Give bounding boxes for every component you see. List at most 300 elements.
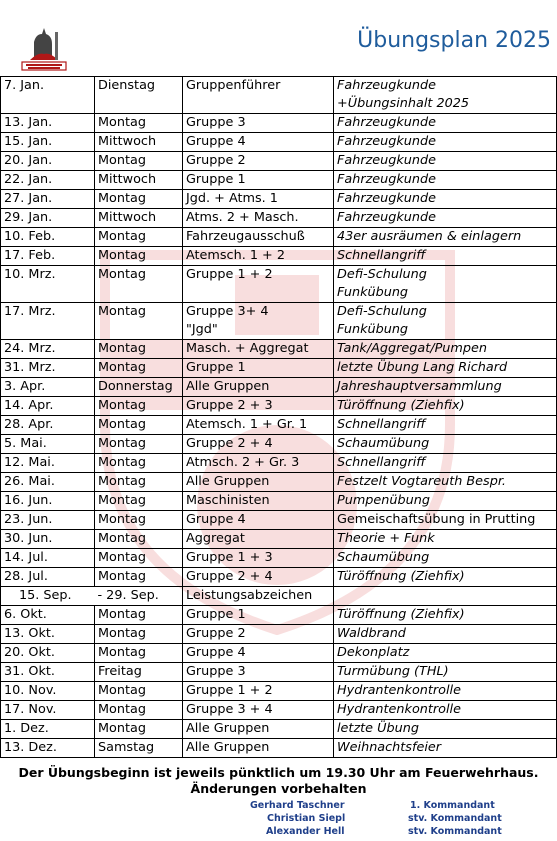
topic-cell <box>334 114 557 133</box>
date-cell-text: 20. Okt. <box>4 645 55 660</box>
signature-name-3: Alexander Hell <box>266 826 345 837</box>
schedule-row <box>1 549 557 568</box>
day-cell-text: Freitag <box>98 664 142 679</box>
topic-cell <box>334 171 557 190</box>
date-cell-text: 30. Jun. <box>4 531 53 546</box>
day-cell <box>95 133 183 152</box>
day-cell-text: Dienstag <box>98 78 156 93</box>
topic-cell-text: Funkübung <box>337 285 409 300</box>
date-cell <box>1 228 95 247</box>
day-cell <box>95 587 183 606</box>
day-cell <box>95 492 183 511</box>
schedule-row <box>1 228 557 247</box>
topic-cell <box>334 190 557 209</box>
group-cell <box>183 397 334 416</box>
day-cell-text: Montag <box>98 153 146 168</box>
day-cell <box>95 416 183 435</box>
date-cell-text: 16. Jun. <box>4 493 53 508</box>
topic-cell-text: Defi-Schulung <box>337 304 427 319</box>
group-cell-text: Gruppe 1 + 2 <box>186 267 273 282</box>
date-cell <box>1 152 95 171</box>
date-cell <box>1 190 95 209</box>
topic-cell <box>334 682 557 701</box>
schedule-row <box>1 682 557 701</box>
topic-cell-text: Festzelt Vogtareuth Bespr. <box>337 474 507 489</box>
group-cell-text: Leistungsabzeichen <box>186 588 313 603</box>
schedule-row <box>1 568 557 587</box>
topic-cell <box>334 644 557 663</box>
day-cell-text: Samstag <box>98 740 155 755</box>
day-cell-text: Montag <box>98 607 146 622</box>
group-cell <box>183 606 334 625</box>
topic-cell <box>334 416 557 435</box>
day-cell <box>95 340 183 359</box>
topic-cell-text: Jahreshauptversammlung <box>337 379 502 394</box>
group-cell-text: "Jgd" <box>186 322 218 337</box>
group-cell-text: Maschinisten <box>186 493 270 508</box>
day-cell-text: - 29. Sep. <box>97 588 159 603</box>
date-cell <box>1 133 95 152</box>
date-cell-text: 24. Mrz. <box>4 341 56 356</box>
group-cell-text: Atmsch. 2 + Gr. 3 <box>186 455 300 470</box>
group-cell <box>183 77 334 114</box>
topic-cell-text: +Übungsinhalt 2025 <box>337 96 470 111</box>
date-cell <box>1 340 95 359</box>
topic-cell <box>334 303 557 340</box>
date-cell-text: 17. Feb. <box>4 248 56 263</box>
group-cell-text: Gruppe 2 + 3 <box>186 398 273 413</box>
group-cell-text: Gruppe 3+ 4 <box>186 304 269 319</box>
group-cell-text: Gruppe 2 + 4 <box>186 436 273 451</box>
group-cell-text: Aggregat <box>186 531 245 546</box>
schedule-row <box>1 378 557 397</box>
day-cell <box>95 701 183 720</box>
date-cell-text: 5. Mai. <box>4 436 47 451</box>
date-cell <box>1 682 95 701</box>
day-cell <box>95 530 183 549</box>
group-cell-text: Gruppe 1 + 2 <box>186 683 273 698</box>
group-cell <box>183 435 334 454</box>
group-cell <box>183 171 334 190</box>
day-cell-text: Montag <box>98 721 146 736</box>
day-cell <box>95 247 183 266</box>
date-cell-text: 7. Jan. <box>4 78 45 93</box>
day-cell <box>95 359 183 378</box>
group-cell-text: Gruppe 1 <box>186 360 246 375</box>
topic-cell-text: Funkübung <box>337 322 409 337</box>
day-cell <box>95 303 183 340</box>
date-cell-text: 22. Jan. <box>4 172 53 187</box>
topic-cell-text: 43er ausräumen & einlagern <box>337 229 522 244</box>
group-cell <box>183 682 334 701</box>
topic-cell-text: letzte Übung Lang Richard <box>337 360 508 375</box>
day-cell <box>95 625 183 644</box>
topic-cell-text: Gemeischaftsübung in Prutting <box>337 512 536 527</box>
date-cell-text: 10. Nov. <box>4 683 57 698</box>
schedule-row <box>1 644 557 663</box>
topic-cell-text: Schnellangriff <box>337 455 426 470</box>
day-cell <box>95 511 183 530</box>
date-cell <box>1 416 95 435</box>
topic-cell-text: Dekonplatz <box>337 645 410 660</box>
topic-cell-text: Schnellangriff <box>337 248 426 263</box>
group-cell-text: Jgd. + Atms. 1 <box>186 191 278 206</box>
day-cell-text: Montag <box>98 474 146 489</box>
date-cell <box>1 492 95 511</box>
day-cell <box>95 228 183 247</box>
topic-cell-text: Theorie + Funk <box>337 531 435 546</box>
signature-role-3: stv. Kommandant <box>408 826 502 837</box>
topic-cell <box>334 492 557 511</box>
schedule-body <box>1 77 557 758</box>
date-cell-text: 6. Okt. <box>4 607 47 622</box>
date-cell-text: 31. Okt. <box>4 664 55 679</box>
date-cell <box>1 739 95 758</box>
topic-cell <box>334 77 557 114</box>
schedule-row <box>1 266 557 303</box>
day-cell-text: Montag <box>98 341 146 356</box>
day-cell-text: Montag <box>98 115 146 130</box>
date-cell-text: 28. Jul. <box>4 569 48 584</box>
topic-cell-text: Weihnachtsfeier <box>337 740 442 755</box>
date-cell-text: 26. Mai. <box>4 474 55 489</box>
day-cell <box>95 171 183 190</box>
group-cell-text: Alle Gruppen <box>186 379 270 394</box>
schedule-row <box>1 77 557 114</box>
schedule-row <box>1 625 557 644</box>
group-cell <box>183 663 334 682</box>
topic-cell-text: Tank/Aggregat/Pumpen <box>337 341 487 356</box>
group-cell-text: Gruppe 4 <box>186 645 246 660</box>
date-cell <box>1 530 95 549</box>
group-cell-text: Atemsch. 1 + Gr. 1 <box>186 417 308 432</box>
date-cell <box>1 77 95 114</box>
day-cell <box>95 568 183 587</box>
day-cell <box>95 266 183 303</box>
date-cell <box>1 720 95 739</box>
date-cell-text: 23. Jun. <box>4 512 53 527</box>
topic-cell <box>334 266 557 303</box>
schedule-row <box>1 435 557 454</box>
day-cell-text: Montag <box>98 398 146 413</box>
date-cell <box>1 549 95 568</box>
group-cell <box>183 133 334 152</box>
date-cell-text: 10. Mrz. <box>4 267 56 282</box>
day-cell-text: Montag <box>98 455 146 470</box>
day-cell <box>95 114 183 133</box>
date-cell-text: 13. Dez. <box>4 740 57 755</box>
group-cell-text: Gruppe 3 + 4 <box>186 702 273 717</box>
signature-role-1: 1. Kommandant <box>410 800 495 811</box>
group-cell <box>183 114 334 133</box>
day-cell <box>95 152 183 171</box>
day-cell <box>95 473 183 492</box>
group-cell <box>183 625 334 644</box>
group-cell <box>183 340 334 359</box>
date-cell <box>1 378 95 397</box>
date-cell-text: 27. Jan. <box>4 191 53 206</box>
topic-cell-text: Fahrzeugkunde <box>337 134 437 149</box>
group-cell <box>183 359 334 378</box>
topic-cell-text: Fahrzeugkunde <box>337 153 437 168</box>
group-cell <box>183 568 334 587</box>
schedule-row <box>1 663 557 682</box>
schedule-row <box>1 701 557 720</box>
group-cell <box>183 473 334 492</box>
day-cell-text: Mittwoch <box>98 210 157 225</box>
group-cell-text: Gruppe 4 <box>186 512 246 527</box>
schedule-row <box>1 114 557 133</box>
group-cell <box>183 587 334 606</box>
topic-cell-text: Fahrzeugkunde <box>337 210 437 225</box>
group-cell <box>183 416 334 435</box>
schedule-row <box>1 530 557 549</box>
schedule-row <box>1 359 557 378</box>
start-time-note: Der Übungsbeginn ist jeweils pünktlich um 19.30 Uhr am Feuerwehrhaus. <box>18 765 539 780</box>
date-cell <box>1 644 95 663</box>
schedule-row <box>1 454 557 473</box>
topic-cell-text: Hydrantenkontrolle <box>337 702 461 717</box>
changes-reserved-note: Änderungen vorbehalten <box>190 781 367 796</box>
group-cell <box>183 247 334 266</box>
signature-name-2: Christian Siepl <box>267 813 346 824</box>
group-cell <box>183 378 334 397</box>
date-cell <box>1 701 95 720</box>
date-cell <box>1 303 95 340</box>
topic-cell <box>334 473 557 492</box>
schedule-row <box>1 340 557 359</box>
group-cell-text: Gruppe 1 <box>186 607 246 622</box>
day-cell-text: Montag <box>98 550 146 565</box>
group-cell <box>183 492 334 511</box>
topic-cell <box>334 739 557 758</box>
topic-cell-text: letzte Übung <box>337 721 419 736</box>
topic-cell <box>334 625 557 644</box>
date-cell-text: 10. Feb. <box>4 229 56 244</box>
group-cell <box>183 511 334 530</box>
day-cell <box>95 190 183 209</box>
group-cell-text: Alle Gruppen <box>186 721 270 736</box>
schedule-row <box>1 303 557 340</box>
group-cell <box>183 454 334 473</box>
schedule-row <box>1 473 557 492</box>
day-cell-text: Mittwoch <box>98 172 157 187</box>
day-cell <box>95 209 183 228</box>
topic-cell-text: Türöffnung (Ziehfix) <box>337 398 465 413</box>
day-cell-text: Montag <box>98 626 146 641</box>
schedule-row <box>1 416 557 435</box>
topic-cell-text: Defi-Schulung <box>337 267 427 282</box>
day-cell <box>95 549 183 568</box>
date-cell-text: 13. Jan. <box>4 115 53 130</box>
group-cell-text: Alle Gruppen <box>186 474 270 489</box>
day-cell-text: Montag <box>98 191 146 206</box>
date-cell <box>1 435 95 454</box>
date-cell <box>1 663 95 682</box>
group-cell <box>183 701 334 720</box>
group-cell <box>183 228 334 247</box>
schedule-row <box>1 152 557 171</box>
topic-cell <box>334 209 557 228</box>
topic-cell <box>334 701 557 720</box>
day-cell <box>95 454 183 473</box>
schedule-row <box>1 587 557 606</box>
group-cell-text: Gruppe 2 <box>186 626 246 641</box>
schedule-row <box>1 606 557 625</box>
topic-cell <box>334 397 557 416</box>
day-cell-text: Montag <box>98 417 146 432</box>
date-cell-text: 12. Mai. <box>4 455 55 470</box>
topic-cell <box>334 720 557 739</box>
date-cell-text: 31. Mrz. <box>4 360 56 375</box>
date-cell-text: 28. Apr. <box>4 417 54 432</box>
group-cell-text: Gruppenführer <box>186 78 281 93</box>
topic-cell-text: Schaumübung <box>337 436 430 451</box>
date-cell-text: 13. Okt. <box>4 626 55 641</box>
schedule-table <box>0 76 557 758</box>
day-cell <box>95 397 183 416</box>
day-cell-text: Montag <box>98 493 146 508</box>
topic-cell-text: Turmübung (THL) <box>337 664 449 679</box>
day-cell-text: Montag <box>98 304 146 319</box>
date-cell <box>1 247 95 266</box>
day-cell <box>95 663 183 682</box>
topic-cell <box>334 663 557 682</box>
topic-cell <box>334 247 557 266</box>
day-cell-text: Mittwoch <box>98 134 157 149</box>
day-cell-text: Montag <box>98 248 146 263</box>
date-cell <box>1 454 95 473</box>
group-cell-text: Alle Gruppen <box>186 740 270 755</box>
group-cell-text: Masch. + Aggregat <box>186 341 309 356</box>
group-cell <box>183 152 334 171</box>
topic-cell <box>334 359 557 378</box>
group-cell-text: Gruppe 1 + 3 <box>186 550 273 565</box>
date-cell <box>1 209 95 228</box>
topic-cell <box>334 511 557 530</box>
topic-cell-text: Fahrzeugkunde <box>337 115 437 130</box>
date-cell <box>1 473 95 492</box>
group-cell <box>183 644 334 663</box>
group-cell-text: Gruppe 2 + 4 <box>186 569 273 584</box>
schedule-row <box>1 209 557 228</box>
group-cell <box>183 720 334 739</box>
schedule-row <box>1 247 557 266</box>
date-cell <box>1 511 95 530</box>
date-cell <box>1 568 95 587</box>
signature-name-1: Gerhard Taschner <box>250 800 345 811</box>
day-cell-text: Montag <box>98 360 146 375</box>
day-cell <box>95 644 183 663</box>
schedule-row <box>1 511 557 530</box>
date-cell-text: 17. Mrz. <box>4 304 56 319</box>
day-cell-text: Montag <box>98 229 146 244</box>
topic-cell <box>334 530 557 549</box>
date-cell <box>1 606 95 625</box>
topic-cell <box>334 378 557 397</box>
date-cell <box>1 587 95 606</box>
topic-cell-text: Schaumübung <box>337 550 430 565</box>
topic-cell-text: Hydrantenkontrolle <box>337 683 461 698</box>
topic-cell <box>334 568 557 587</box>
date-cell-text: 15. Sep. <box>19 588 72 603</box>
day-cell <box>95 435 183 454</box>
day-cell-text: Montag <box>98 267 146 282</box>
topic-cell <box>334 587 557 606</box>
schedule-row <box>1 739 557 758</box>
topic-cell <box>334 152 557 171</box>
topic-cell-text: Fahrzeugkunde <box>337 172 437 187</box>
page-title: Übungsplan 2025 <box>357 28 551 53</box>
group-cell <box>183 209 334 228</box>
day-cell-text: Montag <box>98 512 146 527</box>
date-cell-text: 14. Apr. <box>4 398 54 413</box>
day-cell <box>95 720 183 739</box>
day-cell <box>95 682 183 701</box>
footer <box>0 765 557 797</box>
date-cell <box>1 266 95 303</box>
topic-cell <box>334 606 557 625</box>
group-cell <box>183 549 334 568</box>
group-cell-text: Gruppe 3 <box>186 115 246 130</box>
date-cell <box>1 625 95 644</box>
signature-role-2: stv. Kommandant <box>408 813 502 824</box>
topic-cell-text: Pumpenübung <box>337 493 430 508</box>
header <box>0 0 557 76</box>
date-cell <box>1 171 95 190</box>
group-cell <box>183 530 334 549</box>
day-cell <box>95 606 183 625</box>
group-cell-text: Gruppe 3 <box>186 664 246 679</box>
topic-cell-text: Türöffnung (Ziehfix) <box>337 569 465 584</box>
schedule-row <box>1 190 557 209</box>
date-cell <box>1 397 95 416</box>
topic-cell-text: Waldbrand <box>337 626 406 641</box>
date-cell-text: 20. Jan. <box>4 153 53 168</box>
topic-cell <box>334 228 557 247</box>
day-cell-text: Montag <box>98 702 146 717</box>
day-cell-text: Montag <box>98 531 146 546</box>
topic-cell <box>334 133 557 152</box>
day-cell-text: Donnerstag <box>98 379 173 394</box>
topic-cell <box>334 454 557 473</box>
day-cell <box>95 739 183 758</box>
day-cell-text: Montag <box>98 569 146 584</box>
date-cell <box>1 114 95 133</box>
date-cell-text: 14. Jul. <box>4 550 48 565</box>
day-cell <box>95 378 183 397</box>
group-cell-text: Fahrzeugausschuß <box>186 229 305 244</box>
group-cell <box>183 266 334 303</box>
day-cell-text: Montag <box>98 436 146 451</box>
schedule-row <box>1 171 557 190</box>
day-cell-text: Montag <box>98 683 146 698</box>
schedule-row <box>1 397 557 416</box>
schedule-row <box>1 492 557 511</box>
group-cell-text: Gruppe 4 <box>186 134 246 149</box>
topic-cell <box>334 340 557 359</box>
topic-cell <box>334 549 557 568</box>
date-cell <box>1 359 95 378</box>
day-cell <box>95 77 183 114</box>
topic-cell-text <box>337 587 556 605</box>
schedule-row <box>1 720 557 739</box>
topic-cell-text: Schnellangriff <box>337 417 426 432</box>
group-cell <box>183 739 334 758</box>
topic-cell-text: Fahrzeugkunde <box>337 78 437 93</box>
date-cell-text: 1. Dez. <box>4 721 49 736</box>
group-cell-text: Atemsch. 1 + 2 <box>186 248 285 263</box>
